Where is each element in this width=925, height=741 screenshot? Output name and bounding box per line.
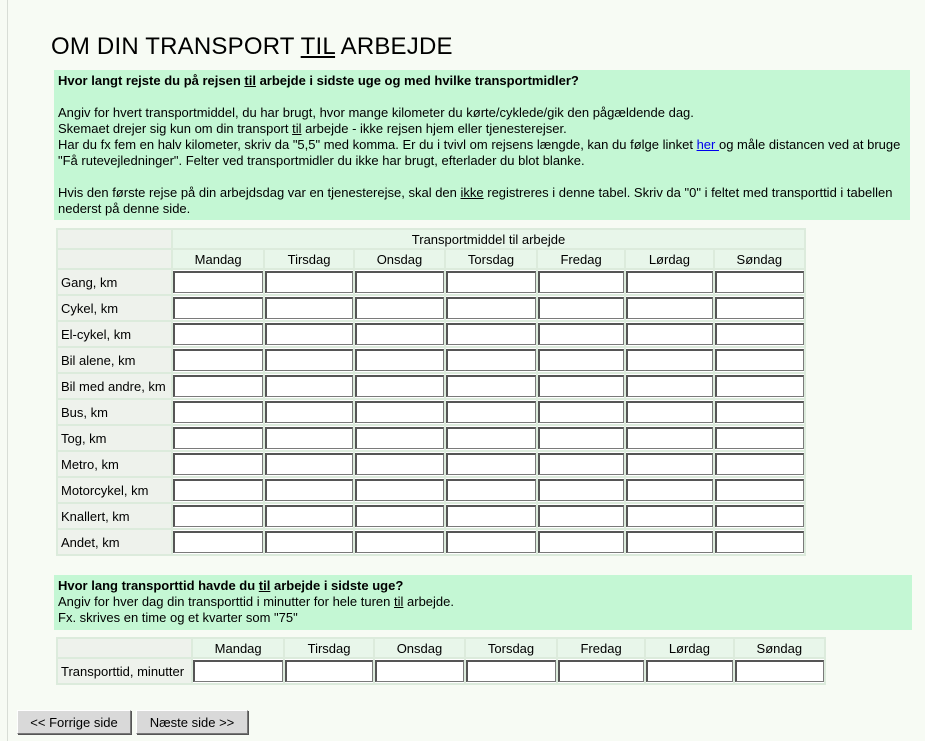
table-cell (446, 400, 536, 424)
table-cell (173, 452, 263, 476)
table-cell (538, 296, 624, 320)
km-input[interactable] (626, 349, 712, 371)
table-cell (446, 322, 536, 346)
table-cell (265, 374, 353, 398)
km-input[interactable] (626, 531, 712, 553)
day-header: Søndag (715, 250, 804, 268)
minutes-input[interactable] (193, 660, 283, 682)
table-cell (466, 659, 556, 683)
day-header: Fredag (538, 250, 624, 268)
row-label: Knallert, km (58, 504, 171, 528)
minutes-input[interactable] (646, 660, 732, 682)
table-cell (715, 504, 804, 528)
table-row (58, 426, 804, 450)
km-input[interactable] (173, 375, 263, 397)
table-cell (265, 296, 353, 320)
km-input[interactable] (715, 531, 804, 553)
km-input[interactable] (173, 427, 263, 449)
day-header: Tirsdag (265, 250, 353, 268)
km-input[interactable] (265, 297, 353, 319)
row-label: Bil alene, km (58, 348, 171, 372)
instruction-line-4: Hvis den første rejse på din arbejdsdag var en tjenesterejse, skal den ikke registreres i denne tabel. Skriv da "0" i feltet med transporttid i tabellen nederst på denne side. (58, 185, 893, 216)
table-cell (265, 426, 353, 450)
table-cell (173, 478, 263, 502)
table-cell (735, 659, 824, 683)
table-cell (538, 478, 624, 502)
table-cell (355, 530, 444, 554)
km-input[interactable] (173, 531, 263, 553)
previous-page-button[interactable]: << Forrige side (17, 710, 131, 734)
minutes-input[interactable] (285, 660, 373, 682)
table-cell (626, 426, 712, 450)
table-row (58, 452, 804, 476)
km-input[interactable] (715, 505, 804, 527)
km-input[interactable] (626, 401, 712, 423)
time-table (56, 637, 826, 685)
table-cell (538, 270, 624, 294)
table-cell (626, 322, 712, 346)
km-input[interactable] (265, 401, 353, 423)
table-cell (538, 504, 624, 528)
km-input[interactable] (715, 349, 804, 371)
km-input[interactable] (265, 349, 353, 371)
table-cell (355, 400, 444, 424)
instruction-line-2: Skemaet drejer sig kun om din transport til arbejde - ikke rejsen hjem eller tjenesterejser. (58, 121, 567, 136)
table-cell (173, 426, 263, 450)
km-input[interactable] (446, 427, 536, 449)
km-input[interactable] (173, 401, 263, 423)
table-cell (446, 478, 536, 502)
distance-table (56, 228, 806, 556)
table-cell (446, 452, 536, 476)
km-input[interactable] (265, 505, 353, 527)
distance-instructions (54, 70, 910, 220)
km-input[interactable] (626, 375, 712, 397)
table-cell (558, 659, 644, 683)
row-label: Transporttid, minutter (58, 659, 191, 683)
km-input[interactable] (446, 297, 536, 319)
km-input[interactable] (355, 349, 444, 371)
table-cell (173, 530, 263, 554)
table-cell (355, 374, 444, 398)
km-input[interactable] (173, 323, 263, 345)
km-input[interactable] (446, 479, 536, 501)
km-input[interactable] (715, 323, 804, 345)
table-row (58, 322, 804, 346)
day-header: Søndag (735, 639, 824, 657)
table-cell (265, 504, 353, 528)
table-cell (173, 296, 263, 320)
table-cell (715, 478, 804, 502)
table-cell (538, 400, 624, 424)
km-input[interactable] (538, 531, 624, 553)
table-cell (173, 348, 263, 372)
km-input[interactable] (355, 505, 444, 527)
table-cell (173, 400, 263, 424)
row-label: Tog, km (58, 426, 171, 450)
table-cell (446, 504, 536, 528)
km-input[interactable] (446, 349, 536, 371)
table-cell (626, 452, 712, 476)
table-cell (715, 452, 804, 476)
km-input[interactable] (265, 375, 353, 397)
row-label: Metro, km (58, 452, 171, 476)
table-cell (173, 270, 263, 294)
table-cell (715, 348, 804, 372)
table-cell (173, 504, 263, 528)
table-row (58, 270, 804, 294)
day-header: Tirsdag (285, 639, 373, 657)
table-cell (538, 426, 624, 450)
table-cell (173, 374, 263, 398)
km-input[interactable] (173, 349, 263, 371)
table-cell (715, 322, 804, 346)
table-cell (355, 270, 444, 294)
table-row (58, 530, 804, 554)
table-cell (355, 348, 444, 372)
km-input[interactable] (265, 453, 353, 475)
row-label: El-cykel, km (58, 322, 171, 346)
table-cell (285, 659, 373, 683)
table-cell (446, 296, 536, 320)
table-cell (715, 270, 804, 294)
table-row (58, 348, 804, 372)
table-cell (538, 452, 624, 476)
day-header: Lørdag (626, 250, 712, 268)
minutes-input[interactable] (466, 660, 556, 682)
table-cell (355, 452, 444, 476)
km-input[interactable] (715, 479, 804, 501)
table-cell (265, 322, 353, 346)
km-input[interactable] (538, 479, 624, 501)
km-input[interactable] (538, 505, 624, 527)
table-cell (355, 322, 444, 346)
km-input[interactable] (538, 349, 624, 371)
table-cell (446, 270, 536, 294)
table-row (58, 504, 804, 528)
day-header: Lørdag (646, 639, 732, 657)
table-cell (265, 478, 353, 502)
km-input[interactable] (446, 531, 536, 553)
time-instructions (54, 575, 912, 630)
km-input[interactable] (173, 453, 263, 475)
table-cell (626, 270, 712, 294)
day-header: Torsdag (466, 639, 556, 657)
day-header: Mandag (193, 639, 283, 657)
table-cell (446, 374, 536, 398)
km-input[interactable] (355, 531, 444, 553)
km-input[interactable] (355, 479, 444, 501)
table-cell (355, 478, 444, 502)
km-input[interactable] (446, 271, 536, 293)
km-input[interactable] (355, 453, 444, 475)
table-row (58, 400, 804, 424)
table-cell (265, 530, 353, 554)
km-input[interactable] (355, 401, 444, 423)
table-cell (173, 322, 263, 346)
table-cell (646, 659, 732, 683)
minutes-input[interactable] (558, 660, 644, 682)
minutes-input[interactable] (735, 660, 824, 682)
table-cell (626, 400, 712, 424)
table-row (58, 296, 804, 320)
km-input[interactable] (446, 323, 536, 345)
km-input[interactable] (446, 505, 536, 527)
table-row (58, 374, 804, 398)
km-input[interactable] (715, 401, 804, 423)
table-row (58, 478, 804, 502)
km-input[interactable] (538, 323, 624, 345)
table-cell (446, 530, 536, 554)
km-input[interactable] (265, 427, 353, 449)
table-cell (715, 426, 804, 450)
table-cell (626, 530, 712, 554)
table-cell (715, 374, 804, 398)
table-cell (265, 452, 353, 476)
km-input[interactable] (626, 505, 712, 527)
km-input[interactable] (173, 479, 263, 501)
time-instruction-1: Angiv for hver dag din transporttid i minutter for hele turen til arbejde. (58, 594, 454, 609)
day-header: Fredag (558, 639, 644, 657)
km-input[interactable] (715, 427, 804, 449)
page-title: OM DIN TRANSPORT TIL ARBEJDE (51, 33, 453, 60)
km-input[interactable] (626, 297, 712, 319)
km-input[interactable] (446, 401, 536, 423)
km-input[interactable] (538, 453, 624, 475)
km-input[interactable] (626, 271, 712, 293)
km-input[interactable] (626, 453, 712, 475)
km-input[interactable] (173, 505, 263, 527)
km-input[interactable] (715, 297, 804, 319)
km-input[interactable] (173, 271, 263, 293)
km-input[interactable] (538, 427, 624, 449)
table-corner (58, 639, 191, 657)
instruction-line-3: Har du fx fem en halv kilometer, skriv da "5,5" med komma. Er du i tvivl om rejsens længde, kan du følge linket her og måle distancen ved at bruge "Få rutevejledninger". Felter ved transportmidler du ikke har brugt, efterlader du blot blanke. (58, 137, 901, 168)
table-cell (265, 348, 353, 372)
day-header: Mandag (173, 250, 263, 268)
table-cell (375, 659, 464, 683)
km-input[interactable] (265, 323, 353, 345)
km-input[interactable] (355, 427, 444, 449)
km-input[interactable] (265, 531, 353, 553)
table-cell (538, 374, 624, 398)
table-cell (626, 296, 712, 320)
table-cell (265, 270, 353, 294)
km-input[interactable] (446, 375, 536, 397)
table-cell (355, 426, 444, 450)
row-label: Gang, km (58, 270, 171, 294)
km-input[interactable] (538, 375, 624, 397)
table-cell (446, 348, 536, 372)
group-header: Transportmiddel til arbejde (173, 230, 804, 248)
distance-question: Hvor langt rejste du på rejsen til arbejde i sidste uge og med hvilke transportmidler? (58, 73, 579, 88)
table-cell (265, 400, 353, 424)
time-instruction-2: Fx. skrives en time og et kvarter som "75" (58, 610, 298, 625)
table-cell (538, 348, 624, 372)
table-corner (58, 230, 171, 248)
km-input[interactable] (355, 323, 444, 345)
km-input[interactable] (355, 271, 444, 293)
table-cell (538, 530, 624, 554)
day-header: Onsdag (355, 250, 444, 268)
table-cell (538, 322, 624, 346)
time-question: Hvor lang transporttid havde du til arbejde i sidste uge? (58, 578, 404, 593)
table-row (58, 659, 824, 683)
row-label: Bil med andre, km (58, 374, 171, 398)
table-cell (626, 348, 712, 372)
km-input[interactable] (715, 375, 804, 397)
table-cell (626, 504, 712, 528)
route-link[interactable]: her (696, 137, 719, 152)
km-input[interactable] (538, 271, 624, 293)
km-input[interactable] (715, 453, 804, 475)
km-input[interactable] (626, 479, 712, 501)
km-input[interactable] (265, 271, 353, 293)
km-input[interactable] (715, 271, 804, 293)
km-input[interactable] (538, 401, 624, 423)
next-page-button[interactable]: Næste side >> (136, 710, 248, 734)
row-label: Motorcykel, km (58, 478, 171, 502)
km-input[interactable] (626, 323, 712, 345)
row-label: Bus, km (58, 400, 171, 424)
km-input[interactable] (265, 479, 353, 501)
km-input[interactable] (355, 375, 444, 397)
table-cell (355, 504, 444, 528)
km-input[interactable] (355, 297, 444, 319)
km-input[interactable] (173, 297, 263, 319)
table-corner (58, 250, 171, 268)
table-cell (193, 659, 283, 683)
table-cell (715, 400, 804, 424)
km-input[interactable] (626, 427, 712, 449)
table-cell (446, 426, 536, 450)
km-input[interactable] (446, 453, 536, 475)
table-cell (715, 296, 804, 320)
table-cell (626, 478, 712, 502)
row-label: Cykel, km (58, 296, 171, 320)
row-label: Andet, km (58, 530, 171, 554)
instruction-line-1: Angiv for hvert transportmiddel, du har brugt, hvor mange kilometer du kørte/cyklede/gik den pågældende dag. (58, 105, 694, 120)
table-cell (355, 296, 444, 320)
day-header: Torsdag (446, 250, 536, 268)
table-cell (715, 530, 804, 554)
km-input[interactable] (538, 297, 624, 319)
minutes-input[interactable] (375, 660, 464, 682)
table-cell (626, 374, 712, 398)
day-header: Onsdag (375, 639, 464, 657)
